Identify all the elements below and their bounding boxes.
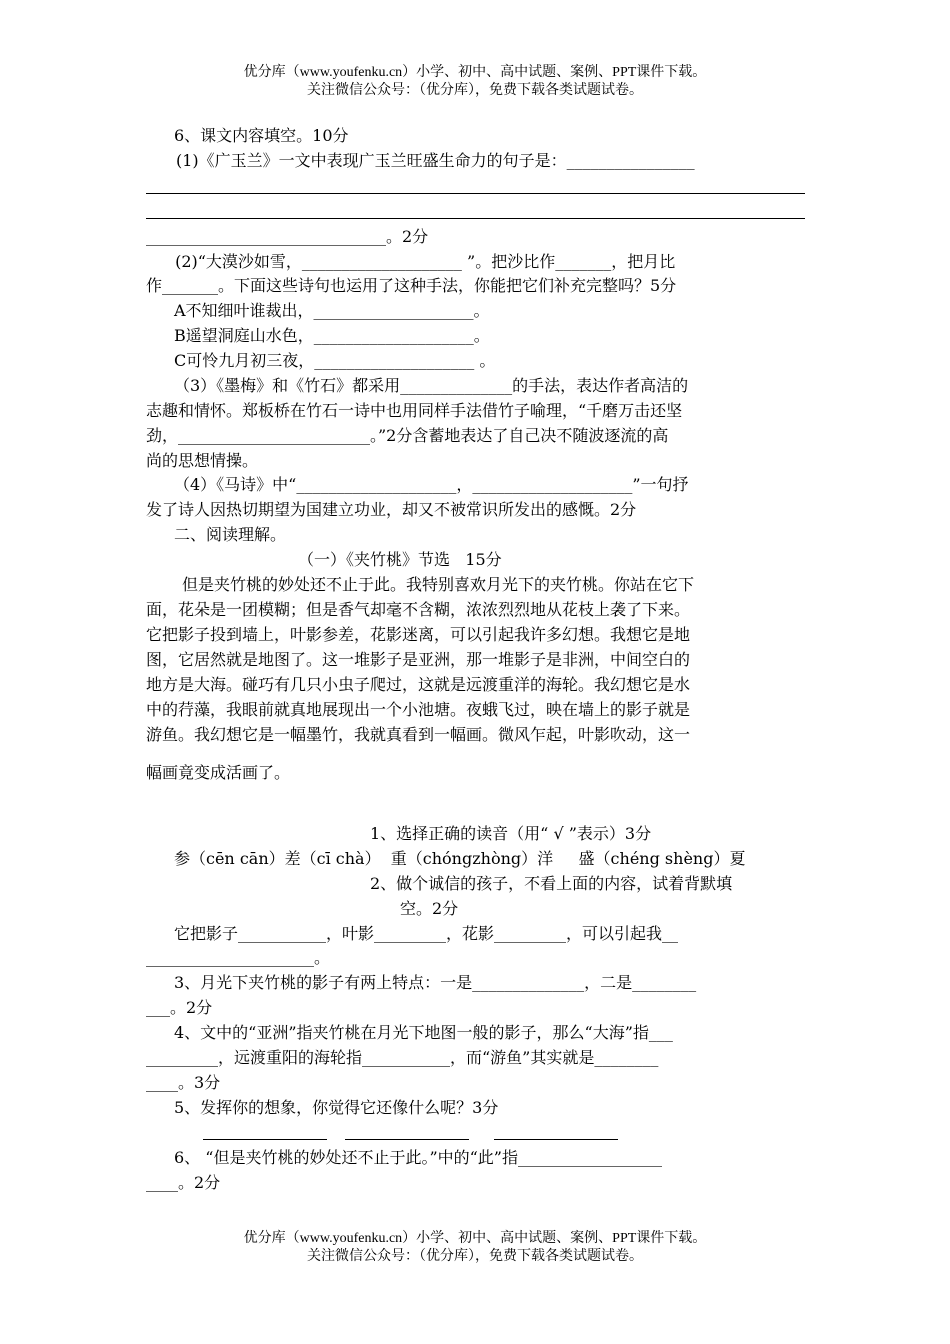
q6-part3-line2: 志趣和情怀。郑板桥在竹石一诗中也用同样手法借竹子喻理，“千磨万击还坚	[146, 401, 683, 420]
q6-part2-option-c: C可怜九月初三夜，____________________ 。	[174, 351, 496, 370]
page-footer	[0, 1230, 950, 1266]
reading-q2-line1: 2、做个诚信的孩子，不看上面的内容，试着背默填	[370, 874, 733, 893]
q6-part2-line2: 作_______。下面这些诗句也运用了这种手法，你能把它们补充完整吗？5分	[146, 276, 677, 295]
header-line-1: 优分库（www.youfenku.cn）小学、初中、高中试题、案例、PPT课件下载。	[243, 65, 707, 80]
answer-rule-1	[146, 193, 805, 194]
reading-q3-line2: ___。2分	[146, 998, 213, 1017]
question-6-title: 6、课文内容填空。10分	[174, 126, 349, 145]
reading-q6-line2: ____。2分	[146, 1173, 221, 1192]
q6-part3-line1: （3）《墨梅》和《竹石》都采用______________的手法，表达作者高洁的	[174, 376, 689, 395]
q6-part1-last: ______________________________。2分	[146, 227, 429, 246]
reading-q2-line2: 空。2分	[400, 899, 459, 918]
passage-line: 游鱼。我幻想它是一幅墨竹，我就真看到一幅画。微风乍起，叶影吹动，这一	[146, 725, 691, 744]
passage-line: 但是夹竹桃的妙处还不止于此。我特别喜欢月光下的夹竹桃。你站在它下	[182, 575, 695, 594]
q6-part2-option-a: A不知细叶谁裁出，____________________。	[174, 301, 490, 320]
reading-q4-line2: _________，远渡重阳的海轮指___________，而“游鱼”其实就是________	[146, 1048, 659, 1067]
footer-line-1: 优分库（www.youfenku.cn）小学、初中、高中试题、案例、PPT课件下载。	[243, 1231, 707, 1246]
reading-q4-line1: 4、文中的“亚洲”指夹竹桃在月光下地图一般的影子，那么“大海”指___	[174, 1023, 673, 1042]
reading-q2-fill-line1: 它把影子___________，叶影_________，花影_________，可以引起我__	[174, 924, 679, 943]
passage-title: （一）《夹竹桃》节选 15分	[298, 550, 502, 569]
q6-part1-line1: (1)《广玉兰》一文中表现广玉兰旺盛生命力的句子是：________________	[176, 151, 695, 170]
q5-answer-blank-1	[203, 1139, 327, 1140]
passage-line: 它把影子投到墙上，叶影参差，花影迷离，可以引起我许多幻想。我想它是地	[146, 625, 691, 644]
passage-line: 中的荇藻，我眼前就真地展现出一个小池塘。夜蛾飞过，映在墙上的影子就是	[146, 700, 691, 719]
q6-part2-line1: (2)“大漠沙如雪，____________________ ”。把沙比作_______，把月比	[170, 252, 676, 271]
passage-line: 地方是大海。碰巧有几只小虫子爬过，这就是远渡重洋的海轮。我幻想它是水	[146, 675, 691, 694]
reading-q6-line1: 6、 “但是夹竹桃的妙处还不止于此。”中的“此”指__________________	[174, 1148, 662, 1167]
q6-part3-line4: 尚的思想情操。	[146, 451, 259, 470]
q6-part3-line3: 劲，________________________。”2分含蓄地表达了自己决不随波逐流的高	[146, 426, 669, 445]
section-2-title: 二、阅读理解。	[174, 525, 287, 544]
header-line-2: 关注微信公众号：（优分库），免费下载各类试题试卷。	[307, 83, 643, 98]
passage-line: 幅画竟变成活画了。	[146, 763, 291, 782]
passage-line: 面，花朵是一团模糊；但是香气却毫不含糊，浓浓烈烈地从花枝上袭了下来。	[146, 600, 691, 619]
q5-answer-blank-2	[345, 1139, 469, 1140]
q5-answer-blank-3	[494, 1139, 618, 1140]
reading-q3-line1: 3、月光下夹竹桃的影子有两上特点：一是______________，二是________	[174, 973, 697, 992]
reading-q5: 5、发挥你的想象，你觉得它还像什么呢？3分	[174, 1098, 499, 1117]
passage-line: 图，它居然就是地图了。这一堆影子是亚洲，那一堆影子是非洲，中间空白的	[146, 650, 691, 669]
reading-q4-line3: ____。3分	[146, 1073, 221, 1092]
q6-part4-line1: （4）《马诗》中“____________________，____________________”一句抒	[174, 475, 689, 494]
reading-q1: 1、选择正确的读音（用“ √ ”表示）3分	[370, 824, 652, 843]
reading-q1-options: 参（cēn cān）差（cī chà） 重（chóngzhòng）洋 盛（chéng shèng）夏	[174, 849, 746, 868]
reading-q2-fill-line2: _____________________。	[146, 948, 331, 967]
q6-part4-line2: 发了诗人因热切期望为国建立功业，却又不被常识所发出的感慨。2分	[146, 500, 637, 519]
q6-part2-option-b: B遥望洞庭山水色，____________________。	[174, 326, 490, 345]
page-header	[0, 64, 950, 100]
footer-line-2: 关注微信公众号：（优分库），免费下载各类试题试卷。	[307, 1249, 643, 1264]
answer-rule-2	[146, 218, 805, 219]
